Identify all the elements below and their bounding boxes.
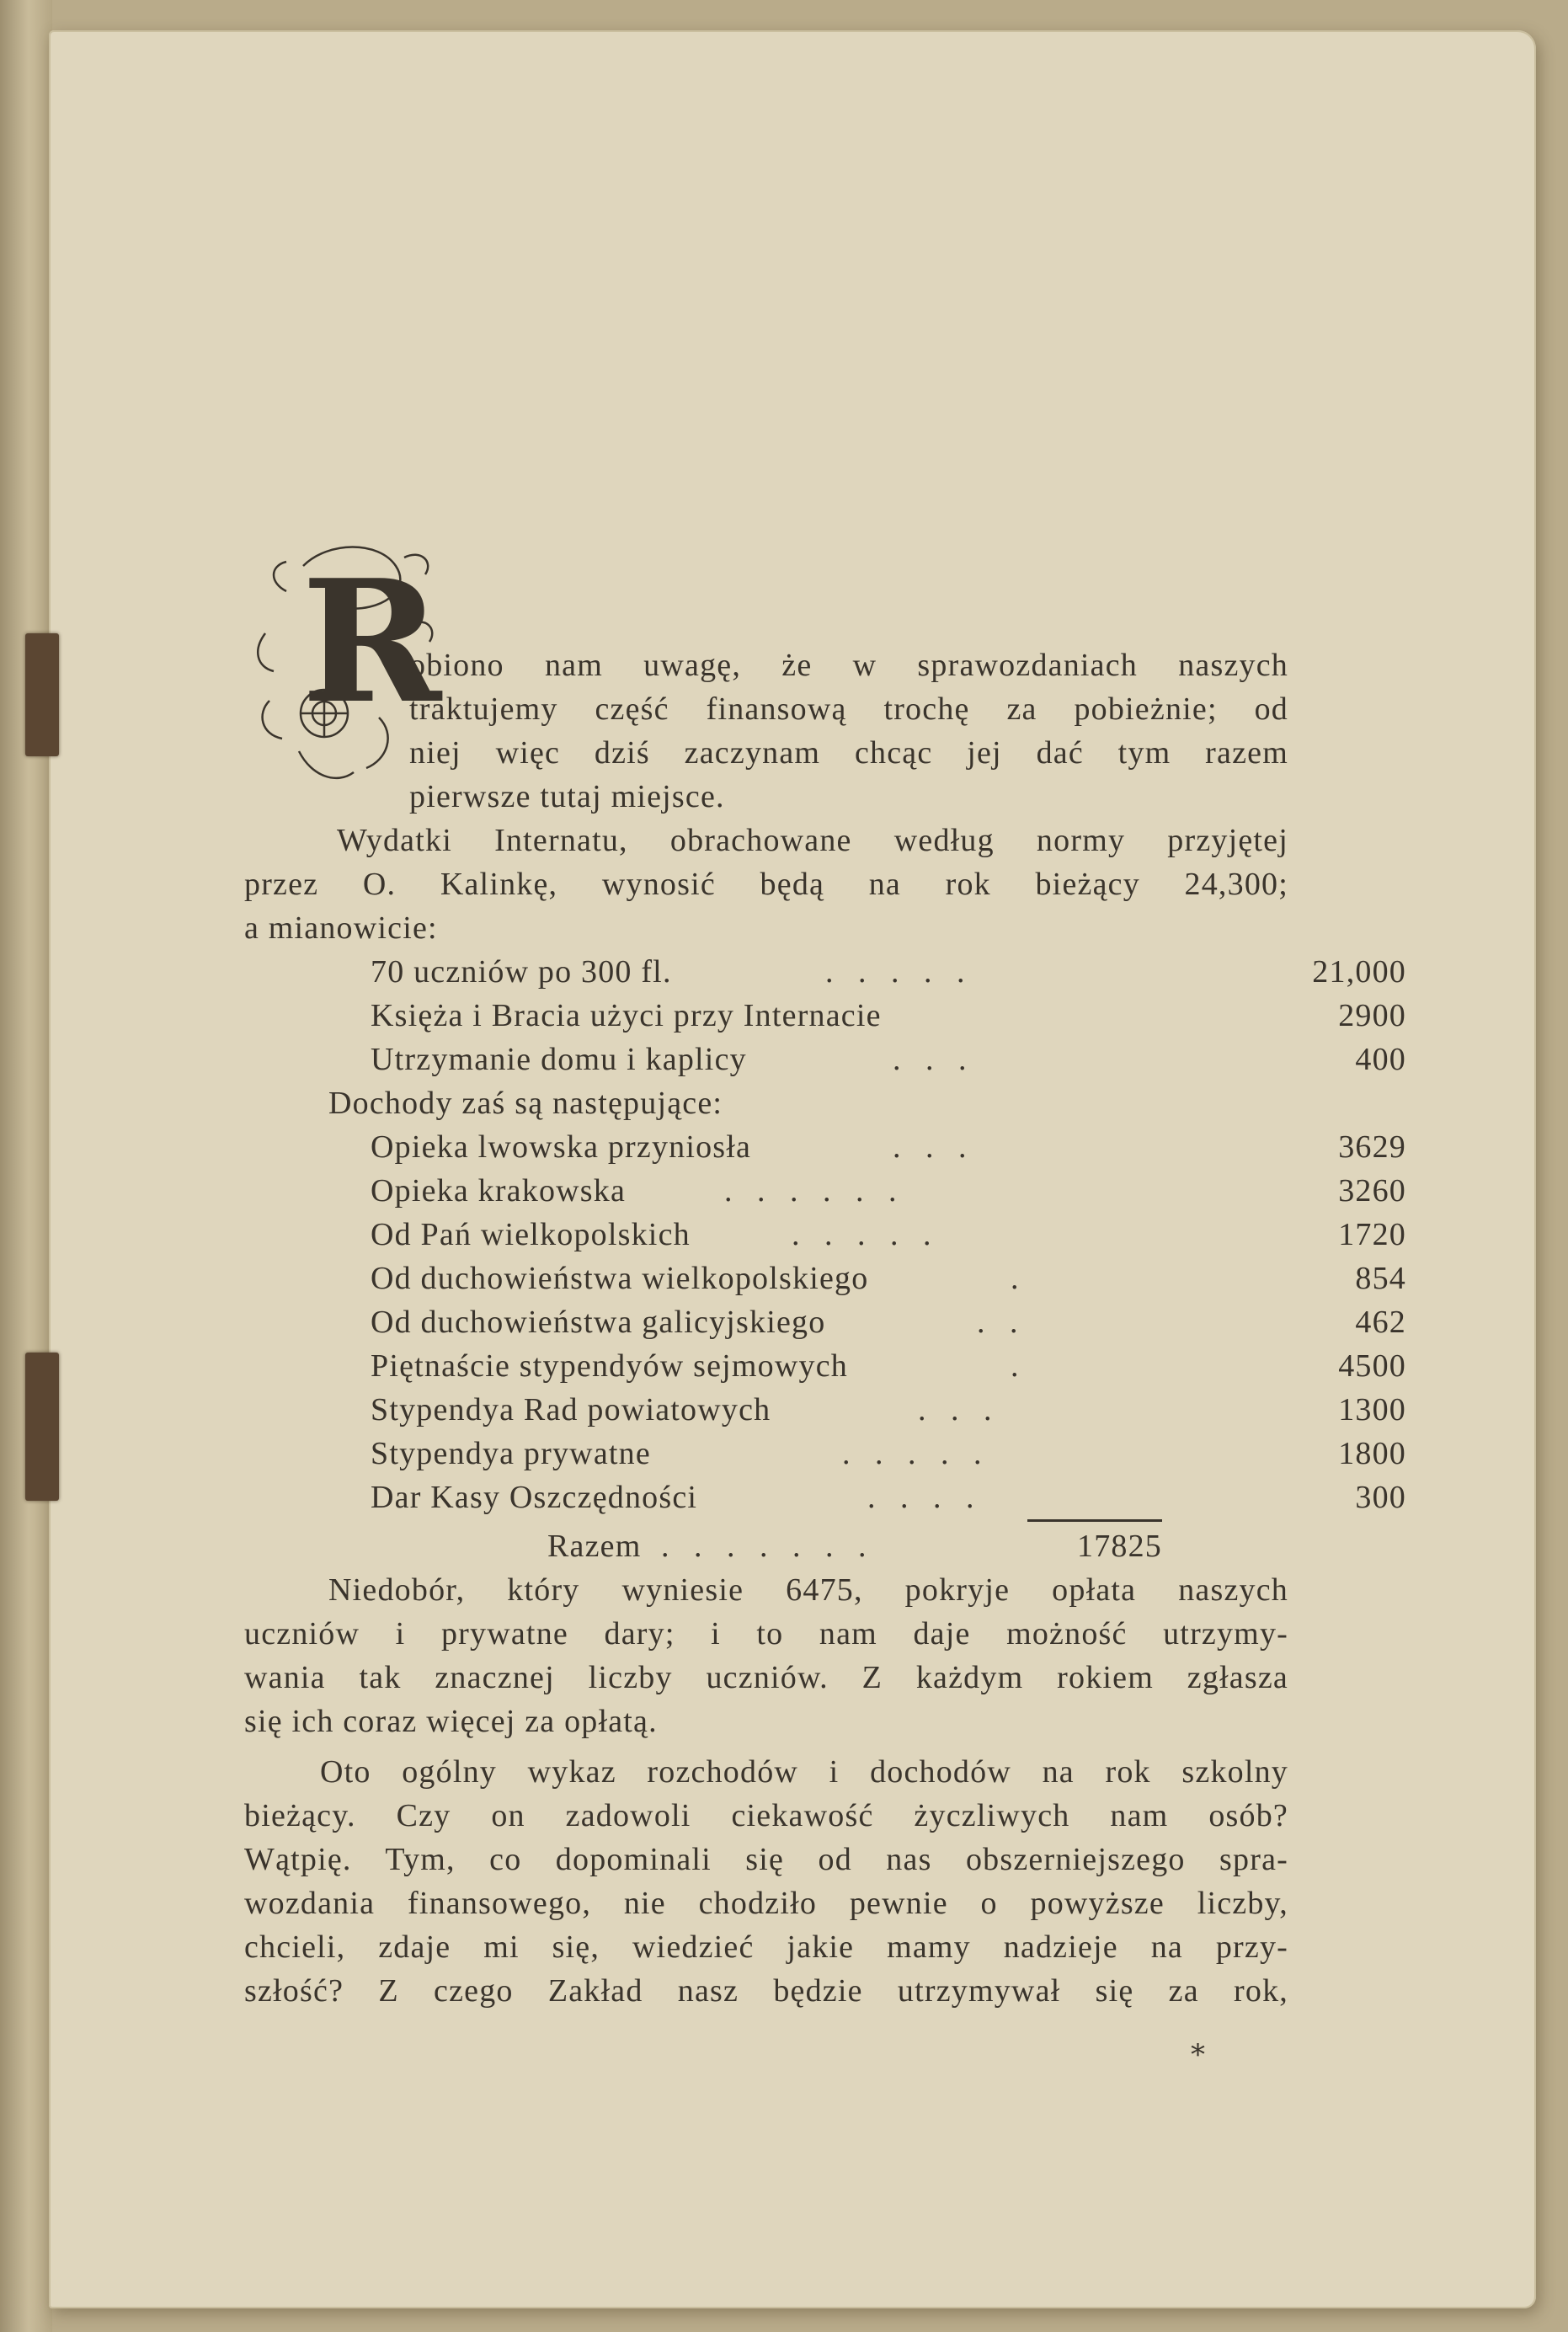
- total-amount: 17825: [1077, 1529, 1162, 1564]
- income-amount: 854: [1355, 1261, 1406, 1296]
- income-amount: 3629: [1338, 1129, 1406, 1165]
- expense-amount: 21,000: [1312, 954, 1406, 990]
- income-row: [371, 1432, 1406, 1476]
- text-line: obiono nam uwagę, że w sprawozdaniach naszych: [409, 648, 1288, 683]
- leader-dots: . . . .: [867, 1480, 983, 1515]
- text-line: traktujemy część finansową trochę za pobieżnie; od: [409, 691, 1288, 727]
- income-amount: 300: [1355, 1480, 1406, 1515]
- text-line: niej więc dziś zaczynam chcąc jej dać tym razem: [409, 735, 1288, 771]
- expense-row: [371, 994, 1406, 1038]
- income-amount: 4500: [1338, 1348, 1406, 1384]
- text-line: Wydatki Internatu, obrachowane według normy przyjętej: [337, 823, 1288, 858]
- leader-dots: . . . . .: [842, 1436, 990, 1471]
- income-amount: 1720: [1338, 1217, 1406, 1252]
- intro-paragraph-first-lines: [409, 643, 1288, 819]
- leader-dots: . . .: [893, 1129, 975, 1165]
- expense-row: [371, 950, 1406, 994]
- income-amount: 462: [1355, 1305, 1406, 1340]
- income-amount: 3260: [1338, 1173, 1406, 1209]
- total-row: [547, 1524, 1162, 1568]
- income-amount: 1800: [1338, 1436, 1406, 1471]
- income-label: Dar Kasy Oszczędności: [371, 1480, 698, 1515]
- leader-dots: . . . . . .: [724, 1173, 905, 1209]
- leader-dots: . . .: [893, 1042, 975, 1077]
- income-row: [371, 1213, 1406, 1257]
- income-label: Opieka krakowska: [371, 1173, 627, 1209]
- expense-label: 70 uczniów po 300 fl.: [371, 954, 672, 990]
- previous-page-edge: [0, 0, 52, 2332]
- income-label: Stypendya prywatne: [371, 1436, 651, 1471]
- income-row: [371, 1257, 1406, 1300]
- text-line: wozdania finansowego, nie chodziło pewnie o powyższe liczby,: [244, 1886, 1288, 1921]
- closing-paragraph: [244, 1750, 1288, 2013]
- text-line: Wątpię. Tym, co dopominali się od nas obszerniejszego spra-: [244, 1842, 1288, 1877]
- expense-amount: 400: [1355, 1042, 1406, 1077]
- sum-rule: [1027, 1519, 1162, 1522]
- expenses-intro-paragraph: [244, 819, 1288, 950]
- income-label: Od duchowieństwa galicyjskiego: [371, 1305, 826, 1340]
- leader-dots: . . . . .: [792, 1217, 940, 1252]
- income-amount: 1300: [1338, 1392, 1406, 1427]
- leader-dots: .: [1011, 1348, 1027, 1384]
- expense-row: [371, 1038, 1406, 1081]
- text-line: Niedobór, który wyniesie 6475, pokryje opłata naszych: [328, 1572, 1288, 1608]
- text-line: bieżący. Czy on zadowoli ciekawość życzliwych nam osób?: [244, 1798, 1288, 1833]
- income-label: Od duchowieństwa wielkopolskiego: [371, 1261, 869, 1296]
- leader-dots: . .: [977, 1305, 1027, 1340]
- binding-staple-top: [25, 633, 59, 756]
- income-label: Stypendya Rad powiatowych: [371, 1392, 771, 1427]
- binding-staple-bottom: [25, 1353, 59, 1501]
- text-line: uczniów i prywatne dary; i to nam daje możność utrzymy-: [244, 1616, 1288, 1652]
- income-heading: Dochody zaś są następujące:: [328, 1086, 723, 1121]
- income-label: Piętnaście stypendyów sejmowych: [371, 1348, 848, 1384]
- income-heading-row: [328, 1081, 1339, 1125]
- text-line: chcieli, zdaje mi się, wiedzieć jakie mamy nadzieje na przy-: [244, 1929, 1288, 1965]
- expense-label: Księża i Bracia użyci przy Internacie: [371, 998, 882, 1033]
- signature-mark: *: [1191, 2038, 1205, 2072]
- income-row: [371, 1476, 1406, 1519]
- income-row: [371, 1300, 1406, 1344]
- leader-dots: . . . . .: [825, 954, 973, 990]
- text-line: pierwsze tutaj miejsce.: [409, 779, 725, 814]
- text-line: a mianowicie:: [244, 910, 438, 946]
- text-line: przez O. Kalinkę, wynosić będą na rok bieżący 24,300;: [244, 867, 1288, 902]
- income-label: Od Pań wielkopolskich: [371, 1217, 691, 1252]
- income-row: [371, 1169, 1406, 1213]
- text-line: wania tak znacznej liczby uczniów. Z każdym rokiem zgłasza: [244, 1660, 1288, 1695]
- leader-dots: . . . . . . .: [661, 1529, 875, 1564]
- expense-label: Utrzymanie domu i kaplicy: [371, 1042, 747, 1077]
- deficit-paragraph: [244, 1568, 1288, 1743]
- text-line: szłość? Z czego Zakład nasz będzie utrzymywał się za rok,: [244, 1973, 1288, 2009]
- text-line: Oto ogólny wykaz rozchodów i dochodów na rok szkolny: [320, 1754, 1288, 1790]
- income-row: [371, 1125, 1406, 1169]
- total-label: Razem: [547, 1529, 642, 1564]
- income-row: [371, 1388, 1406, 1432]
- text-line: się ich coraz więcej za opłatą.: [244, 1704, 658, 1739]
- expense-amount: 2900: [1338, 998, 1406, 1033]
- income-row: [371, 1344, 1406, 1388]
- income-label: Opieka lwowska przyniosła: [371, 1129, 752, 1165]
- leader-dots: .: [1011, 1261, 1027, 1296]
- leader-dots: . . .: [918, 1392, 1000, 1427]
- drop-cap-letter: R: [301, 543, 442, 741]
